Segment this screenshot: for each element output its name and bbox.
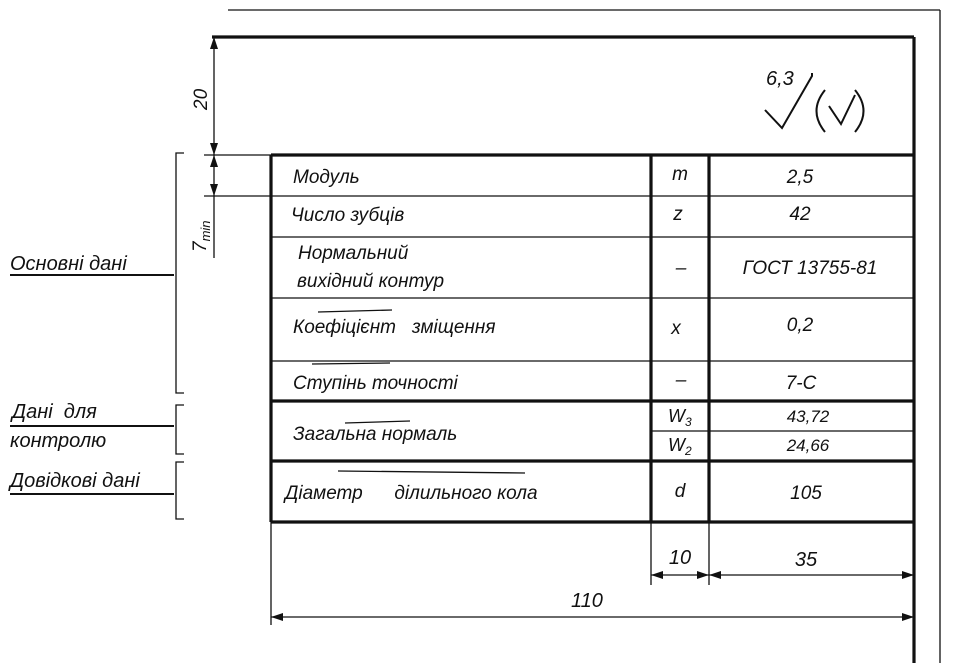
row-normal-w3-symbol: $W_3$ [668,406,692,429]
row-diameter-value: 105 [790,483,822,504]
row-normal-param: Загальна нормаль [293,424,458,445]
dim-total-width: 110 [571,590,603,612]
roughness-symbol [765,68,864,132]
group-labels [8,153,184,519]
row-contour-value: ГОСТ 13755-81 [742,258,878,279]
dim-col-value: 35 [794,549,818,571]
row-shift-param: Коефіцієнт зміщення [293,317,496,338]
group-basic-label: Основні дані [10,253,127,275]
row-normal-w3-value: 43,72 [786,407,830,426]
row-normal-w2-symbol: $W_2$ [668,435,692,458]
dim-row-height: $7_{min}$ [190,220,213,252]
row-diameter-param: Діаметр ділильного кола [285,483,538,504]
row-accuracy-value: 7-С [785,373,817,394]
row-contour-symbol: – [675,258,687,279]
group-control-label-line2: контролю [10,430,107,452]
row-modul-value: 2,5 [786,167,814,188]
parameter-table [271,155,914,625]
row-teeth-symbol: z [673,204,683,225]
row-teeth-param: Число зубців [291,205,405,226]
row-teeth-value: 42 [789,204,811,225]
row-modul-param: Модуль [293,167,360,188]
row-accuracy-param: Ступінь точності [293,373,458,394]
row-contour-param-line2: вихідний контур [297,271,445,292]
horizontal-dimensions [271,547,914,617]
group-control-label-line1: Дані для [12,401,97,423]
vertical-dimensions [190,37,271,258]
row-accuracy-symbol: – [675,370,687,391]
row-diameter-symbol: d [674,481,686,502]
row-normal-w2-value: 24,66 [786,436,830,455]
dim-top-height: 20 [191,88,212,110]
group-reference-label: Довідкові дані [10,470,140,492]
row-shift-symbol: x [671,318,681,339]
dim-col-symbol: 10 [668,547,692,569]
row-modul-symbol: m [672,164,688,185]
roughness-value: 6,3 [766,68,794,90]
row-contour-param-line1: Нормальний [298,243,409,264]
row-shift-value: 0,2 [786,315,814,336]
